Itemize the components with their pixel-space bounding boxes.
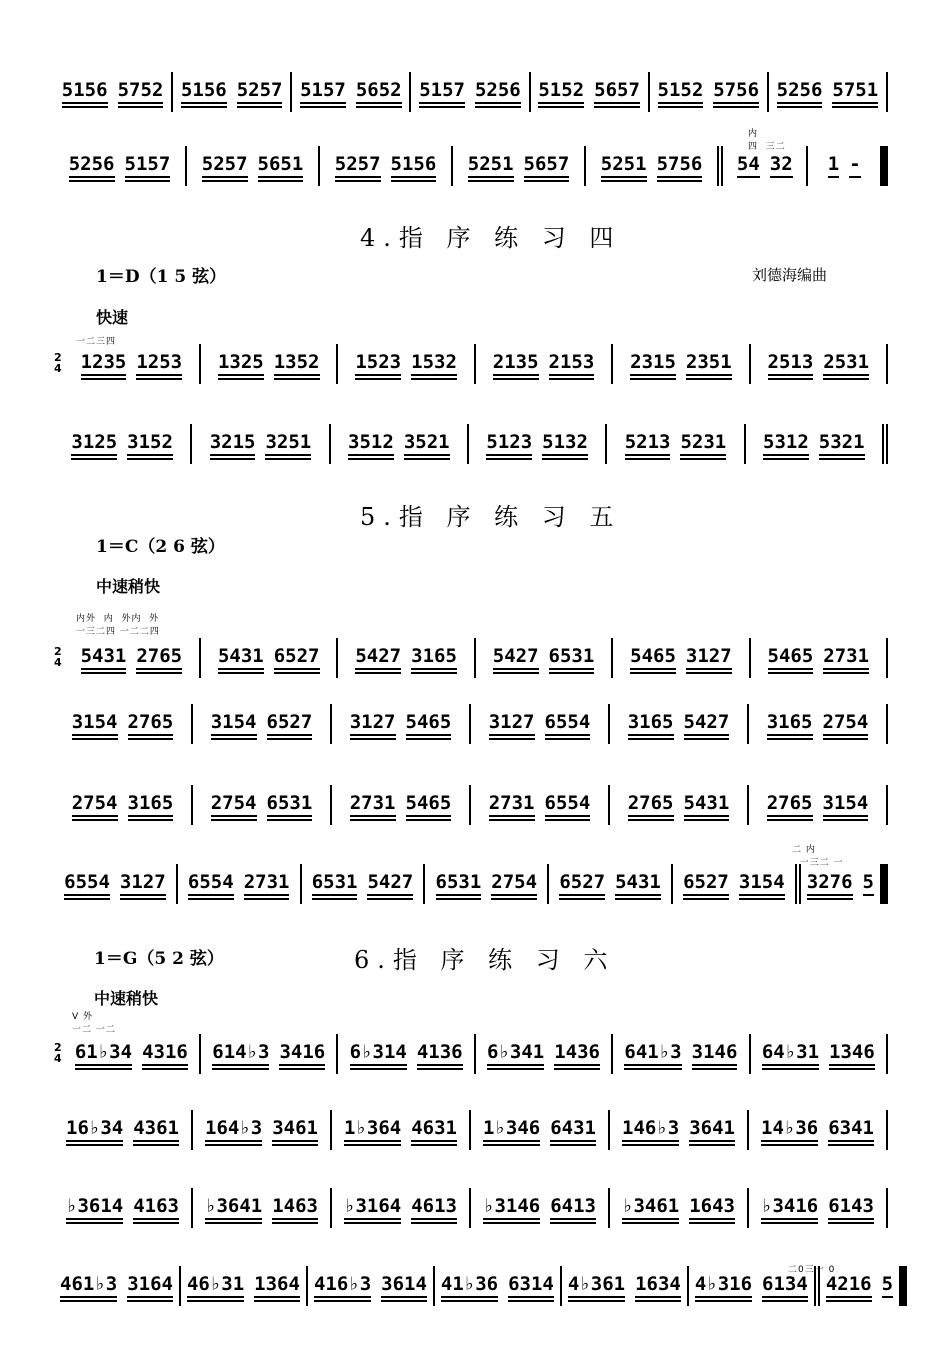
note-group: 4♭361 xyxy=(568,1274,625,1298)
sec5-key: 1＝C（2 6 弦） xyxy=(96,537,225,557)
note-group: 6531 xyxy=(436,872,482,896)
note-group: 5751 xyxy=(832,80,878,104)
note-group: 5431 xyxy=(81,646,127,670)
note-group: 4♭316 xyxy=(695,1274,752,1298)
note-group: 3641 xyxy=(689,1118,735,1142)
note-group: 5465 xyxy=(406,712,452,736)
measure xyxy=(476,344,613,384)
note-group: 6531 xyxy=(267,793,313,817)
note-group: 6♭314 xyxy=(350,1042,407,1066)
measure xyxy=(332,785,471,825)
note-group: 5465 xyxy=(630,646,676,670)
measure xyxy=(613,638,750,678)
sec6-row2 xyxy=(54,1100,888,1150)
measure xyxy=(751,1034,888,1074)
note-group: 6413 xyxy=(550,1196,596,1220)
note-group: 3614 xyxy=(381,1274,427,1298)
note-group: 3165 xyxy=(628,712,674,736)
measure xyxy=(201,638,338,678)
note-group: 6134 xyxy=(762,1274,808,1298)
note-group: 2315 xyxy=(630,352,676,376)
note-group: 5431 xyxy=(615,872,661,896)
note-group: 5657 xyxy=(594,80,640,104)
note-group: 2531 xyxy=(823,352,869,376)
measure xyxy=(332,704,471,744)
note-group: 3165 xyxy=(411,646,457,670)
note-group: 3127 xyxy=(686,646,732,670)
note-group: 6♭341 xyxy=(487,1042,544,1066)
measure xyxy=(749,1188,888,1228)
note-group: 3127 xyxy=(350,712,396,736)
note-group: ♭3614 xyxy=(66,1196,123,1220)
note-group: 164♭3 xyxy=(205,1118,262,1142)
note-group: 1325 xyxy=(218,352,264,376)
note-group: 3164 xyxy=(127,1274,173,1298)
note-group: 1346 xyxy=(829,1042,875,1066)
note-group: 5657 xyxy=(524,154,570,178)
note-group: 1235 xyxy=(81,352,127,376)
measure xyxy=(338,638,475,678)
note-group: 5231 xyxy=(680,432,726,456)
note-group: 6341 xyxy=(828,1118,874,1142)
note-group: 641♭3 xyxy=(624,1042,681,1066)
note-group: 5156 xyxy=(181,80,227,104)
note-group: 2754 xyxy=(491,872,537,896)
measure xyxy=(610,785,749,825)
measure xyxy=(302,864,426,904)
note-group: 14♭36 xyxy=(761,1118,818,1142)
measure xyxy=(471,1188,610,1228)
measure xyxy=(338,1034,475,1074)
note-group: 2731 xyxy=(350,793,396,817)
measure xyxy=(192,424,330,464)
measure xyxy=(193,704,332,744)
measure xyxy=(586,146,723,186)
note-group: 6554 xyxy=(64,872,110,896)
time-signature-bottom: 4 xyxy=(54,362,62,375)
note-group: 6527 xyxy=(267,712,313,736)
measure xyxy=(808,146,888,186)
note-group: 1532 xyxy=(411,352,457,376)
note-group: 4631 xyxy=(411,1118,457,1142)
note-group: 6554 xyxy=(545,712,591,736)
measure xyxy=(193,1110,332,1150)
measure xyxy=(610,1110,749,1150)
note-group: 2731 xyxy=(823,646,869,670)
measure xyxy=(471,785,610,825)
note-group: 5213 xyxy=(625,432,671,456)
note-group: 5256 xyxy=(777,80,823,104)
sec5-row4 xyxy=(54,854,888,904)
measure xyxy=(64,1034,201,1074)
note-group: 3251 xyxy=(265,432,311,456)
note-group: 5427 xyxy=(367,872,413,896)
measure xyxy=(332,1110,471,1150)
note-group: 2513 xyxy=(768,352,814,376)
time-signature-top: 2 xyxy=(54,351,62,364)
note-group: 614♭3 xyxy=(212,1042,269,1066)
note-group: 1 xyxy=(828,154,839,178)
measure xyxy=(178,864,302,904)
measure xyxy=(54,1266,181,1306)
note-group: 1♭364 xyxy=(344,1118,401,1142)
sec5-tempo: 中速稍快 xyxy=(96,577,161,596)
note-group: 64♭31 xyxy=(762,1042,819,1066)
note-group: 5431 xyxy=(684,793,730,817)
note-group: 2754 xyxy=(72,793,118,817)
sec6-row3 xyxy=(54,1178,888,1228)
note-group: 41♭36 xyxy=(441,1274,498,1298)
time-signature-bottom: 4 xyxy=(54,656,62,669)
note-group: 1436 xyxy=(554,1042,600,1066)
sec6-row1 xyxy=(54,1024,888,1074)
note-group: 54 xyxy=(737,154,760,178)
note-group: 3165 xyxy=(767,712,813,736)
note-group: 16♭34 xyxy=(66,1118,123,1142)
sec5-row4-fingering: 二 内 一三二 一 xyxy=(792,845,844,868)
measure xyxy=(471,1110,610,1150)
sec4-row2 xyxy=(54,414,888,464)
measure xyxy=(650,72,769,112)
note-group: 5132 xyxy=(542,432,588,456)
measure xyxy=(751,638,888,678)
measure xyxy=(338,344,475,384)
note-group: ♭3641 xyxy=(205,1196,262,1220)
note-group: 5 xyxy=(882,1274,893,1298)
measure xyxy=(613,344,750,384)
measure xyxy=(751,344,888,384)
note-group: 6527 xyxy=(683,872,729,896)
measure xyxy=(562,1266,689,1306)
measure xyxy=(435,1266,562,1306)
time-signature xyxy=(54,1042,62,1074)
note-group: 5427 xyxy=(684,712,730,736)
note-group: 5251 xyxy=(468,154,514,178)
note-group: 2754 xyxy=(211,793,257,817)
note-group: 2731 xyxy=(244,872,290,896)
note-group: 6431 xyxy=(550,1118,596,1142)
measure xyxy=(607,424,745,464)
note-group: 5321 xyxy=(819,432,865,456)
sec6-fingering: V 外 一二 一二 xyxy=(72,1012,116,1035)
measure xyxy=(531,72,650,112)
measure xyxy=(173,72,292,112)
measure xyxy=(54,864,178,904)
note-group: 3127 xyxy=(489,712,535,736)
measure xyxy=(411,72,530,112)
measure xyxy=(64,638,201,678)
note-group: 3276 xyxy=(807,872,853,896)
note-group: 1352 xyxy=(274,352,320,376)
measure xyxy=(201,1034,338,1074)
note-group: 3512 xyxy=(348,432,394,456)
note-group: 1♭346 xyxy=(483,1118,540,1142)
note-group: 3416 xyxy=(279,1042,325,1066)
measure xyxy=(476,638,613,678)
note-group: 4361 xyxy=(133,1118,179,1142)
note-group: - xyxy=(849,154,860,178)
sec6-row4-fingering: 二0三一 0 xyxy=(788,1265,836,1275)
note-group: 5257 xyxy=(335,154,381,178)
note-group: 4136 xyxy=(417,1042,463,1066)
note-group: ♭3164 xyxy=(344,1196,401,1220)
note-group: 5756 xyxy=(657,154,703,178)
note-group: 3125 xyxy=(71,432,117,456)
note-group: 5157 xyxy=(125,154,171,178)
note-group: 6143 xyxy=(828,1196,874,1220)
note-group: 4163 xyxy=(133,1196,179,1220)
note-group: 5312 xyxy=(763,432,809,456)
note-group: 5152 xyxy=(538,80,584,104)
note-group: 3154 xyxy=(72,712,118,736)
measure xyxy=(193,1188,332,1228)
note-group: 3521 xyxy=(404,432,450,456)
measure xyxy=(471,704,610,744)
measure xyxy=(181,1266,308,1306)
note-group: 3154 xyxy=(823,793,869,817)
sec6-row4 xyxy=(54,1256,894,1306)
note-group: 5651 xyxy=(258,154,304,178)
note-group: 6527 xyxy=(274,646,320,670)
note-group: 3215 xyxy=(210,432,256,456)
sec5-row2 xyxy=(54,694,888,744)
note-group: 5157 xyxy=(419,80,465,104)
note-group: 5256 xyxy=(69,154,115,178)
sec4-title: 4.指 序 练 习 四 xyxy=(360,224,622,252)
note-group: 5652 xyxy=(356,80,402,104)
note-group: 3154 xyxy=(211,712,257,736)
measure xyxy=(320,146,453,186)
time-signature-top: 2 xyxy=(54,645,62,658)
note-group: 2765 xyxy=(767,793,813,817)
note-group: 1364 xyxy=(254,1274,300,1298)
note-group: ♭3416 xyxy=(761,1196,818,1220)
note-group: 461♭3 xyxy=(60,1274,117,1298)
note-group: 5431 xyxy=(218,646,264,670)
note-group: 2754 xyxy=(823,712,869,736)
measure xyxy=(201,344,338,384)
note-group: 2765 xyxy=(128,712,174,736)
note-group: 3154 xyxy=(739,872,785,896)
measure xyxy=(749,785,888,825)
note-group: 5257 xyxy=(237,80,283,104)
note-group: 3165 xyxy=(128,793,174,817)
note-group: 2135 xyxy=(493,352,539,376)
time-signature-top: 2 xyxy=(54,1041,62,1054)
sec6-title: 6.指 序 练 习 六 xyxy=(354,946,616,974)
measure xyxy=(193,785,332,825)
measure xyxy=(54,704,193,744)
measure xyxy=(332,1188,471,1228)
measure xyxy=(425,864,549,904)
note-group: 2765 xyxy=(628,793,674,817)
note-group: 2153 xyxy=(549,352,595,376)
sec5-row1 xyxy=(54,628,888,678)
time-signature xyxy=(54,646,62,678)
sec6-tempo: 中速稍快 xyxy=(94,989,159,1008)
measure xyxy=(673,864,801,904)
sec5-fingering: 内外 内 外内 外 一三二四 一二二四 xyxy=(76,614,160,637)
measure xyxy=(469,424,607,464)
sec5-title: 5.指 序 练 习 五 xyxy=(360,503,622,531)
note-group: 1634 xyxy=(635,1274,681,1298)
sec4-key: 1＝D（1 5 弦） xyxy=(96,267,227,287)
measure xyxy=(801,864,888,904)
note-group: 146♭3 xyxy=(622,1118,679,1142)
note-group: 6554 xyxy=(545,793,591,817)
measure xyxy=(749,704,888,744)
measure xyxy=(331,424,469,464)
note-group: 5257 xyxy=(202,154,248,178)
measure xyxy=(610,704,749,744)
note-group: 1253 xyxy=(136,352,182,376)
note-group: 6554 xyxy=(188,872,234,896)
note-group: 6531 xyxy=(549,646,595,670)
measure xyxy=(613,1034,750,1074)
sec5-row3 xyxy=(54,775,888,825)
measure xyxy=(187,146,320,186)
note-group: 5427 xyxy=(355,646,401,670)
sec3-row2-fingering: 内 四 三二 xyxy=(748,129,786,152)
note-group: 3461 xyxy=(272,1118,318,1142)
measure xyxy=(54,1188,193,1228)
note-group: 4613 xyxy=(411,1196,457,1220)
measure xyxy=(746,424,888,464)
note-group: 2731 xyxy=(489,793,535,817)
note-group: 4316 xyxy=(142,1042,188,1066)
note-group: ♭3461 xyxy=(622,1196,679,1220)
measure xyxy=(453,146,586,186)
sec6-key: 1＝G（5 2 弦） xyxy=(94,949,224,969)
note-group: 46♭31 xyxy=(187,1274,244,1298)
note-group: 1463 xyxy=(272,1196,318,1220)
note-group: 5152 xyxy=(658,80,704,104)
note-group: 5752 xyxy=(118,80,164,104)
sec4-fingering: 一二三四 xyxy=(76,337,117,347)
note-group: 416♭3 xyxy=(314,1274,371,1298)
measure xyxy=(749,1110,888,1150)
note-group: ♭3146 xyxy=(483,1196,540,1220)
note-group: 5256 xyxy=(475,80,521,104)
note-group: 6314 xyxy=(508,1274,554,1298)
note-group: 1523 xyxy=(355,352,401,376)
note-group: 3152 xyxy=(127,432,173,456)
sec4-tempo: 快速 xyxy=(96,308,129,327)
measure xyxy=(308,1266,435,1306)
note-group: 5465 xyxy=(768,646,814,670)
time-signature xyxy=(54,352,62,384)
note-group: 6531 xyxy=(312,872,358,896)
note-group: 3146 xyxy=(692,1042,738,1066)
sec4-composer: 刘德海编曲 xyxy=(752,266,828,284)
note-group: 3127 xyxy=(120,872,166,896)
note-group: 4216 xyxy=(826,1274,872,1298)
measure xyxy=(54,146,187,186)
measure xyxy=(54,1110,193,1150)
note-group: 5251 xyxy=(601,154,647,178)
note-group: 5 xyxy=(863,872,874,896)
measure xyxy=(769,72,888,112)
measure xyxy=(54,72,173,112)
measure xyxy=(292,72,411,112)
note-group: 32 xyxy=(770,154,793,178)
note-group: 1643 xyxy=(689,1196,735,1220)
note-group: 5465 xyxy=(406,793,452,817)
measure xyxy=(610,1188,749,1228)
note-group: 5157 xyxy=(300,80,346,104)
note-group: 61♭34 xyxy=(75,1042,132,1066)
note-group: 5156 xyxy=(391,154,437,178)
note-group: 5123 xyxy=(486,432,532,456)
measure xyxy=(723,146,808,186)
measure xyxy=(64,344,201,384)
note-group: 2351 xyxy=(686,352,732,376)
measure xyxy=(549,864,673,904)
note-group: 6527 xyxy=(559,872,605,896)
note-group: 2765 xyxy=(136,646,182,670)
measure xyxy=(54,424,192,464)
sec3-row1 xyxy=(54,62,888,112)
measure xyxy=(476,1034,613,1074)
time-signature-bottom: 4 xyxy=(54,1052,62,1065)
note-group: 5756 xyxy=(713,80,759,104)
note-group: 5156 xyxy=(62,80,108,104)
sec4-row1 xyxy=(54,334,888,384)
note-group: 5427 xyxy=(493,646,539,670)
measure xyxy=(54,785,193,825)
